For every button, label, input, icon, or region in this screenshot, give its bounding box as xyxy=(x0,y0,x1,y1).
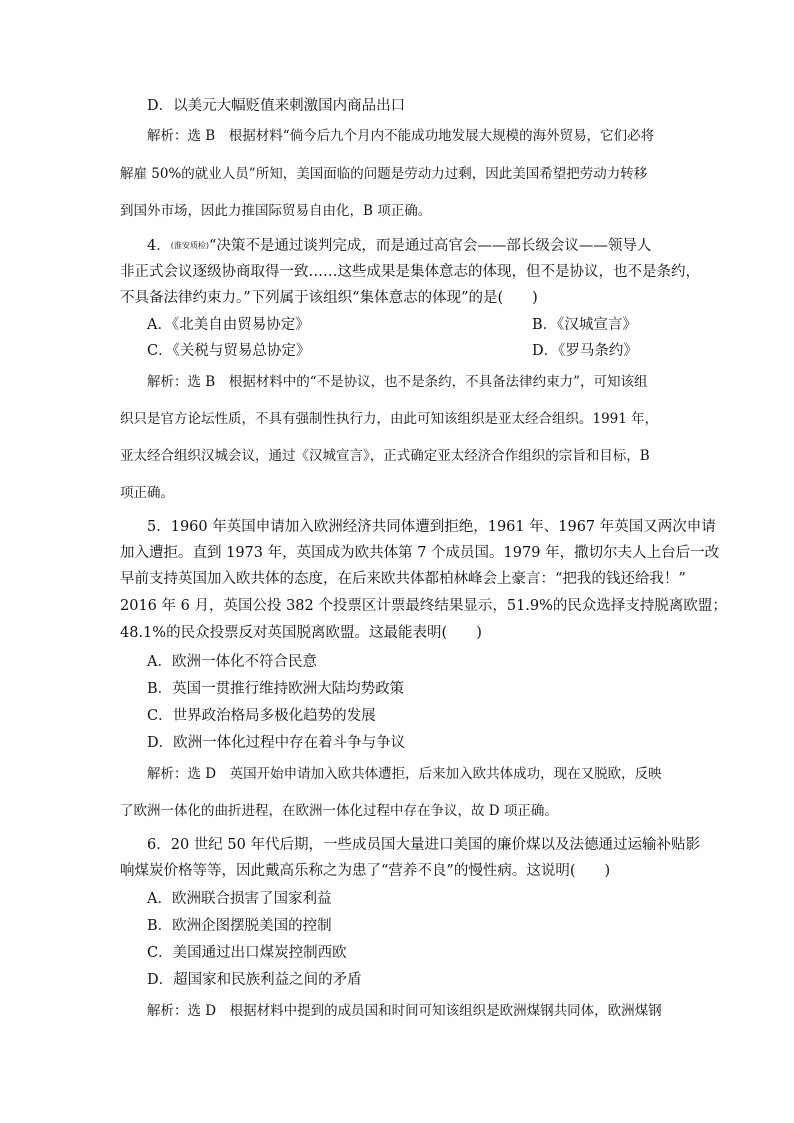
q6-option-b: B．欧洲企图摆脱美国的控制 xyxy=(147,918,332,934)
q5-option-d: D．欧洲一体化过程中存在着斗争与争议 xyxy=(147,735,406,751)
q6-stem-line-2: 响煤炭价格等等，因此戴高乐称之为患了“营养不良”的慢性病。这说明( ) xyxy=(120,863,611,879)
q6-stem-line-1: 6．20 世纪 50 年代后期，一些成员国大量进口美国的廉价煤以及法德通过运输补贴影 xyxy=(147,837,700,853)
q4-option-d: D．《罗马条约》 xyxy=(532,343,638,359)
q4-analysis-line-4: 项正确。 xyxy=(120,485,174,501)
q4-options-row-2 xyxy=(147,342,638,360)
q4-number: 4． xyxy=(147,238,171,254)
q5-option-a: A．欧洲一体化不符合民意 xyxy=(147,654,317,670)
q4-analysis-line-1: 解析：选 B 根据材料中的“不是协议，也不是条约，不具备法律约束力”，可知该组 xyxy=(147,374,648,390)
q4-analysis-line-3: 亚太经合组织汉城会议，通过《汉城宣言》，正式确定亚太经济合作组织的宗旨和目标，B xyxy=(120,448,650,464)
q3-option-d: D．以美元大幅贬值来刺激国内商品出口 xyxy=(147,98,406,114)
q6-option-a: A．欧洲联合损害了国家利益 xyxy=(147,891,332,907)
q5-analysis-line-2: 了欧洲一体化的曲折进程，在欧洲一体化过程中存在争议，故 D 项正确。 xyxy=(120,803,558,819)
q4-option-c: C．《关税与贸易总协定》 xyxy=(147,343,311,359)
q4-stem-line-3: 不具备法律约束力。”下列属于该组织“集体意志的体现”的是( ) xyxy=(120,290,538,306)
q4-option-a: A．《北美自由贸易协定》 xyxy=(147,317,310,333)
q4-source-tag: (淮安质检) xyxy=(170,241,209,250)
q5-analysis-line-1: 解析：选 D 英国开始申请加入欧共体遭拒，后来加入欧共体成功，现在又脱欧，反映 xyxy=(147,766,662,782)
q5-option-c: C．世界政治格局多极化趋势的发展 xyxy=(147,708,376,724)
q3-analysis-line-2: 解雇 50%的就业人员”所知，美国面临的问题是劳动力过剩，因此美国希望把劳动力转移 xyxy=(120,166,648,182)
q4-stem-line-2: 非正式会议逐级协商取得一致……这些成果是集体意志的体现，但不是协议，也不是条约， xyxy=(120,264,700,280)
q5-stem-line-4: 2016 年 6 月，英国公投 382 个投票区计票最终结果显示，51.9%的民众选择支持脱离欧盟； xyxy=(120,598,727,614)
q5-option-b: B．英国一贯推行维持欧洲大陆均势政策 xyxy=(147,681,405,697)
q4-analysis-line-2: 织只是官方论坛性质，不具有强制性执行力，由此可知该组织是亚太经合组织。1991 年， xyxy=(120,411,659,427)
q4-option-b: B．《汉城宣言》 xyxy=(532,317,637,333)
q3-analysis-line-1: 解析：选 B 根据材料“倘今后九个月内不能成功地发展大规模的海外贸易，它们必将 xyxy=(147,128,655,144)
q4-stem-line-1 xyxy=(147,237,651,255)
q5-stem-line-5: 48.1%的民众投票反对英国脱离欧盟。这最能表明( ) xyxy=(120,625,482,641)
q5-stem-line-3: 早前支持英国加入欧共体的态度，在后来欧共体都柏林峰会上豪言：“把我的钱还给我！” xyxy=(120,571,686,587)
q4-stem-text: “决策不是通过谈判完成，而是通过高官会——部长级会议——领导人 xyxy=(208,238,652,254)
q6-option-d: D．超国家和民族利益之间的矛盾 xyxy=(147,972,362,988)
q5-stem-line-2: 加入遭拒。直到 1973 年，英国成为欧共体第 7 个成员国。1979 年，撒切尔夫人上台后一改 xyxy=(120,545,720,561)
q4-options-row-1 xyxy=(147,316,637,334)
q6-analysis-line-1: 解析：选 D 根据材料中提到的成员国和时间可知该组织是欧洲煤钢共同体，欧洲煤钢 xyxy=(147,1003,662,1019)
q5-stem-line-1: 5．1960 年英国申请加入欧洲经济共同体遭到拒绝，1961 年、1967 年英国又两次申请 xyxy=(147,519,716,535)
q3-analysis-line-3: 到国外市场，因此力推国际贸易自由化，B 项正确。 xyxy=(120,203,432,219)
q6-option-c: C．美国通过出口煤炭控制西欧 xyxy=(147,945,347,961)
